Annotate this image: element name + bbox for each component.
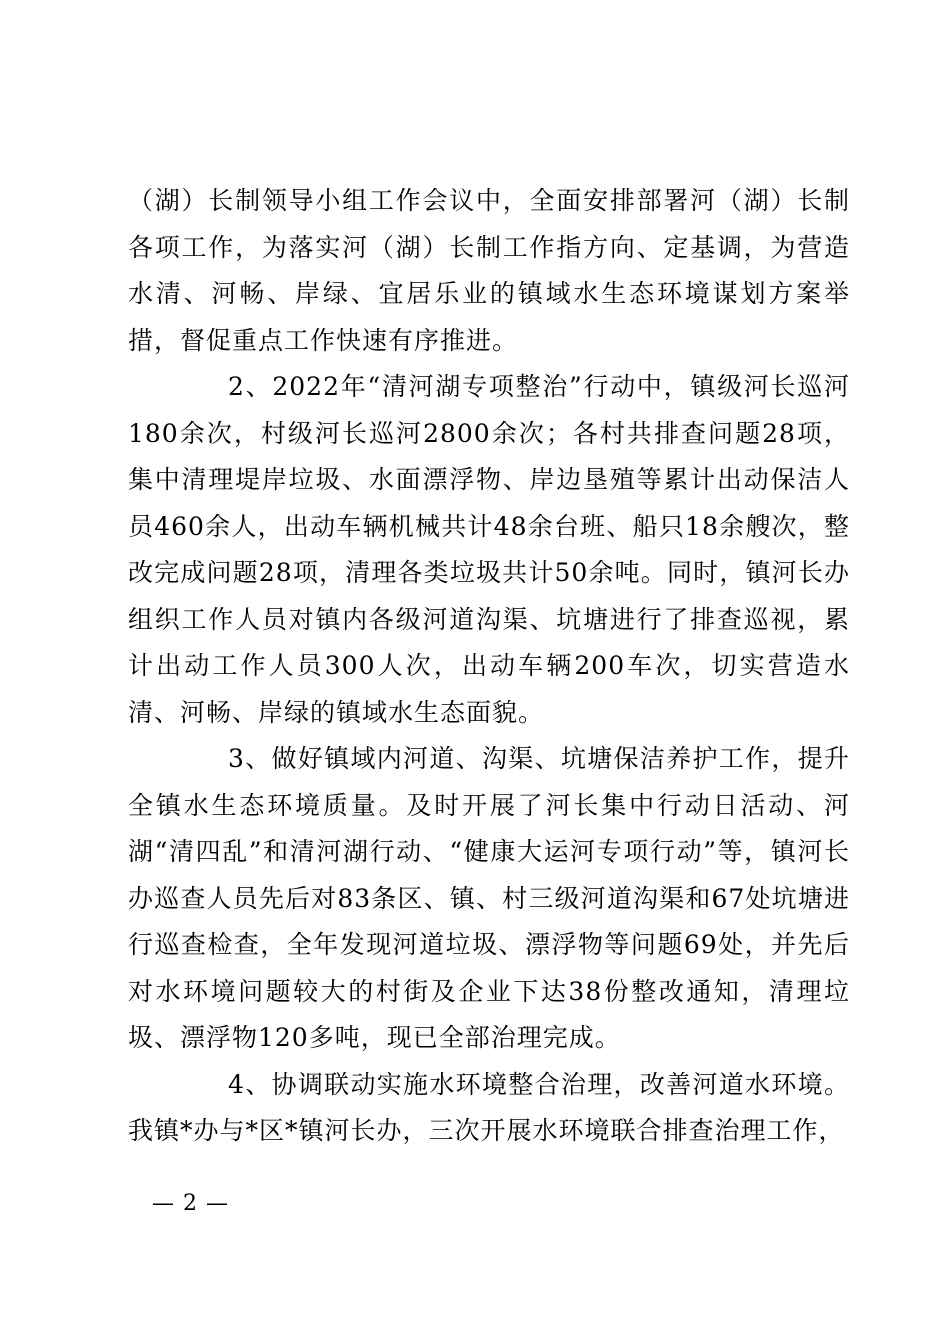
document-body xyxy=(128,178,850,1155)
paragraph-item-4: 4、协调联动实施水环境整合治理，改善河道水环境。我镇*办与*区*镇河长办，三次开展水环境联合排查治理工作， xyxy=(128,1069,850,1145)
paragraph-item-3: 3、做好镇域内河道、沟渠、坑塘保洁养护工作，提升全镇水生态环境质量。及时开展了河长集中行动日活动、河湖“清四乱”和清河湖行动、“健康大运河专项行动”等，镇河长办巡查人员先后对83条区、镇、村三级河道沟渠和67处坑塘进行巡查检查，全年发现河道垃圾、漂浮物等问题69处，并先后对水环境问题较大的村街及企业下达38份整改通知，清理垃圾、漂浮物120多吨，现已全部治理完成。 xyxy=(128,744,850,1052)
paragraph-item-2: 2、2022年“清河湖专项整治”行动中，镇级河长巡河180余次，村级河长巡河2800余次；各村共排查问题28项，集中清理堤岸垃圾、水面漂浮物、岸边垦殖等累计出动保洁人员460余人，出动车辆机械共计48余台班、船只18余艘次，整改完成问题28项，清理各类垃圾共计50余吨。同时，镇河长办组织工作人员对镇内各级河道沟渠、坑塘进行了排查巡视，累计出动工作人员300人次，出动车辆200车次，切实营造水清、河畅、岸绿的镇域水生态面貌。 xyxy=(128,372,850,727)
page-number: — 2 — xyxy=(152,1191,229,1216)
paragraph-continuation: （湖）长制领导小组工作会议中，全面安排部署河（湖）长制各项工作，为落实河（湖）长制工作指方向、定基调，为营造水清、河畅、岸绿、宜居乐业的镇域水生态环境谋划方案举措，督促重点工作快速有序推进。 xyxy=(128,186,850,355)
